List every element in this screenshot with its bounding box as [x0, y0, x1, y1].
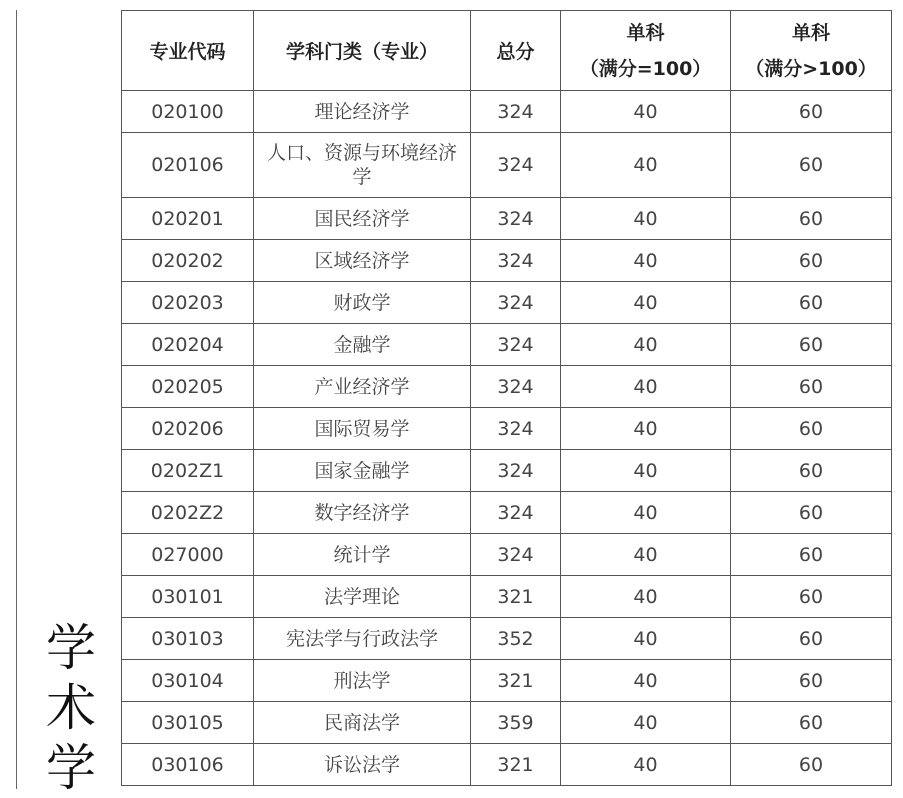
subject-text: 财政学: [333, 291, 391, 314]
cell-single-gt100: 60: [731, 198, 892, 240]
cell-total: 324: [471, 534, 561, 576]
table-row: [122, 366, 892, 408]
cell-code: 020205: [122, 366, 254, 408]
table-row: [122, 408, 892, 450]
cell-code: 020100: [122, 91, 254, 133]
cell-subject: [254, 240, 471, 282]
cell-subject: [254, 534, 471, 576]
table-row: [122, 534, 892, 576]
cell-single-100: 40: [561, 492, 731, 534]
category-char: 术: [46, 679, 96, 737]
table-row: [122, 660, 892, 702]
cell-single-gt100: 60: [731, 534, 892, 576]
cell-code: 020206: [122, 408, 254, 450]
table-row: [122, 198, 892, 240]
cell-single-100: 40: [561, 91, 731, 133]
cell-subject: [254, 133, 471, 198]
cell-total: 324: [471, 450, 561, 492]
cell-single-100: 40: [561, 534, 731, 576]
cell-code: 0202Z2: [122, 492, 254, 534]
table-row: [122, 240, 892, 282]
cell-code: 0202Z1: [122, 450, 254, 492]
cell-total: 324: [471, 133, 561, 198]
cell-total: 324: [471, 198, 561, 240]
cell-code: 020204: [122, 324, 254, 366]
cell-subject: [254, 282, 471, 324]
cell-single-gt100: 60: [731, 133, 892, 198]
cell-subject: [254, 408, 471, 450]
cell-single-gt100: 60: [731, 282, 892, 324]
cell-subject: [254, 324, 471, 366]
subject-text: 国际贸易学: [314, 417, 410, 440]
subject-text: 数字经济学: [314, 501, 410, 524]
cell-code: 020201: [122, 198, 254, 240]
category-label: [40, 618, 102, 798]
cell-code: 030106: [122, 744, 254, 786]
cell-single-100: 40: [561, 450, 731, 492]
cell-total: 359: [471, 702, 561, 744]
category-char: 学: [46, 739, 96, 797]
table-row: [122, 282, 892, 324]
subject-text: 国家金融学: [314, 459, 410, 482]
cell-subject: [254, 660, 471, 702]
table-row: [122, 744, 892, 786]
cell-code: 030104: [122, 660, 254, 702]
cell-single-gt100: 60: [731, 492, 892, 534]
subject-text: 理论经济学: [314, 100, 410, 123]
cell-code: 030101: [122, 576, 254, 618]
header-line: 单科: [791, 21, 830, 44]
cell-subject: [254, 366, 471, 408]
header-line: （满分>100）: [745, 57, 877, 80]
cell-subject: [254, 492, 471, 534]
cell-code: 020106: [122, 133, 254, 198]
table-row: [122, 576, 892, 618]
cell-single-gt100: 60: [731, 450, 892, 492]
cell-total: 324: [471, 91, 561, 133]
table-row: [122, 450, 892, 492]
cell-single-100: 40: [561, 744, 731, 786]
cell-single-gt100: 60: [731, 660, 892, 702]
cell-subject: [254, 198, 471, 240]
cell-single-gt100: 60: [731, 576, 892, 618]
cell-subject: [254, 450, 471, 492]
header-line: 单科: [626, 21, 665, 44]
cell-single-100: 40: [561, 618, 731, 660]
left-border-line: [16, 10, 17, 789]
cell-single-gt100: 60: [731, 744, 892, 786]
cell-single-gt100: 60: [731, 408, 892, 450]
header-subject: 学科门类（专业）: [254, 11, 471, 91]
category-char: 学: [46, 619, 96, 677]
cell-total: 324: [471, 492, 561, 534]
cell-single-gt100: 60: [731, 618, 892, 660]
cell-single-100: 40: [561, 240, 731, 282]
cell-subject: [254, 91, 471, 133]
cell-subject: [254, 618, 471, 660]
cell-code: 020203: [122, 282, 254, 324]
cell-code: 020202: [122, 240, 254, 282]
subject-text: 区域经济学: [314, 249, 410, 272]
cell-single-gt100: 60: [731, 366, 892, 408]
table-row: [122, 492, 892, 534]
subject-text: 诉讼法学: [323, 753, 400, 776]
cell-code: 027000: [122, 534, 254, 576]
cell-total: 321: [471, 576, 561, 618]
header-line: （满分=100）: [579, 57, 712, 80]
cell-code: 030105: [122, 702, 254, 744]
cell-single-gt100: 60: [731, 324, 892, 366]
cell-single-100: 40: [561, 408, 731, 450]
subject-text: 民商法学: [323, 711, 400, 734]
subject-text: 金融学: [333, 333, 391, 356]
header-single-100: [561, 11, 731, 91]
header-single-gt100: [731, 11, 892, 91]
subject-text: 国民经济学: [314, 207, 410, 230]
cell-total: 321: [471, 660, 561, 702]
cell-total: 324: [471, 324, 561, 366]
table-row: [122, 133, 892, 198]
cell-single-100: 40: [561, 576, 731, 618]
cell-single-gt100: 60: [731, 240, 892, 282]
cell-total: 352: [471, 618, 561, 660]
table-row: [122, 324, 892, 366]
cell-total: 324: [471, 240, 561, 282]
header-total: 总分: [471, 11, 561, 91]
subject-text: 产业经济学: [314, 375, 410, 398]
subject-text: 刑法学: [333, 669, 391, 692]
subject-text: 法学理论: [323, 585, 400, 608]
table-header-row: [122, 11, 892, 91]
cell-single-100: 40: [561, 198, 731, 240]
table-row: [122, 91, 892, 133]
cell-subject: [254, 576, 471, 618]
cell-single-100: 40: [561, 324, 731, 366]
table-row: [122, 618, 892, 660]
cell-single-100: 40: [561, 660, 731, 702]
subject-text: 人口、资源与环境经济学: [266, 142, 457, 188]
cell-total: 324: [471, 366, 561, 408]
cell-single-100: 40: [561, 133, 731, 198]
header-code: 专业代码: [122, 11, 254, 91]
cell-single-100: 40: [561, 366, 731, 408]
cell-single-100: 40: [561, 282, 731, 324]
cell-subject: [254, 702, 471, 744]
cell-total: 324: [471, 408, 561, 450]
cell-total: 324: [471, 282, 561, 324]
cell-code: 030103: [122, 618, 254, 660]
cell-single-100: 40: [561, 702, 731, 744]
score-table: [121, 10, 892, 786]
cell-subject: [254, 744, 471, 786]
cell-single-gt100: 60: [731, 702, 892, 744]
table-row: [122, 702, 892, 744]
cell-total: 321: [471, 744, 561, 786]
subject-text: 宪法学与行政法学: [285, 627, 438, 650]
cell-single-gt100: 60: [731, 91, 892, 133]
subject-text: 统计学: [333, 543, 391, 566]
